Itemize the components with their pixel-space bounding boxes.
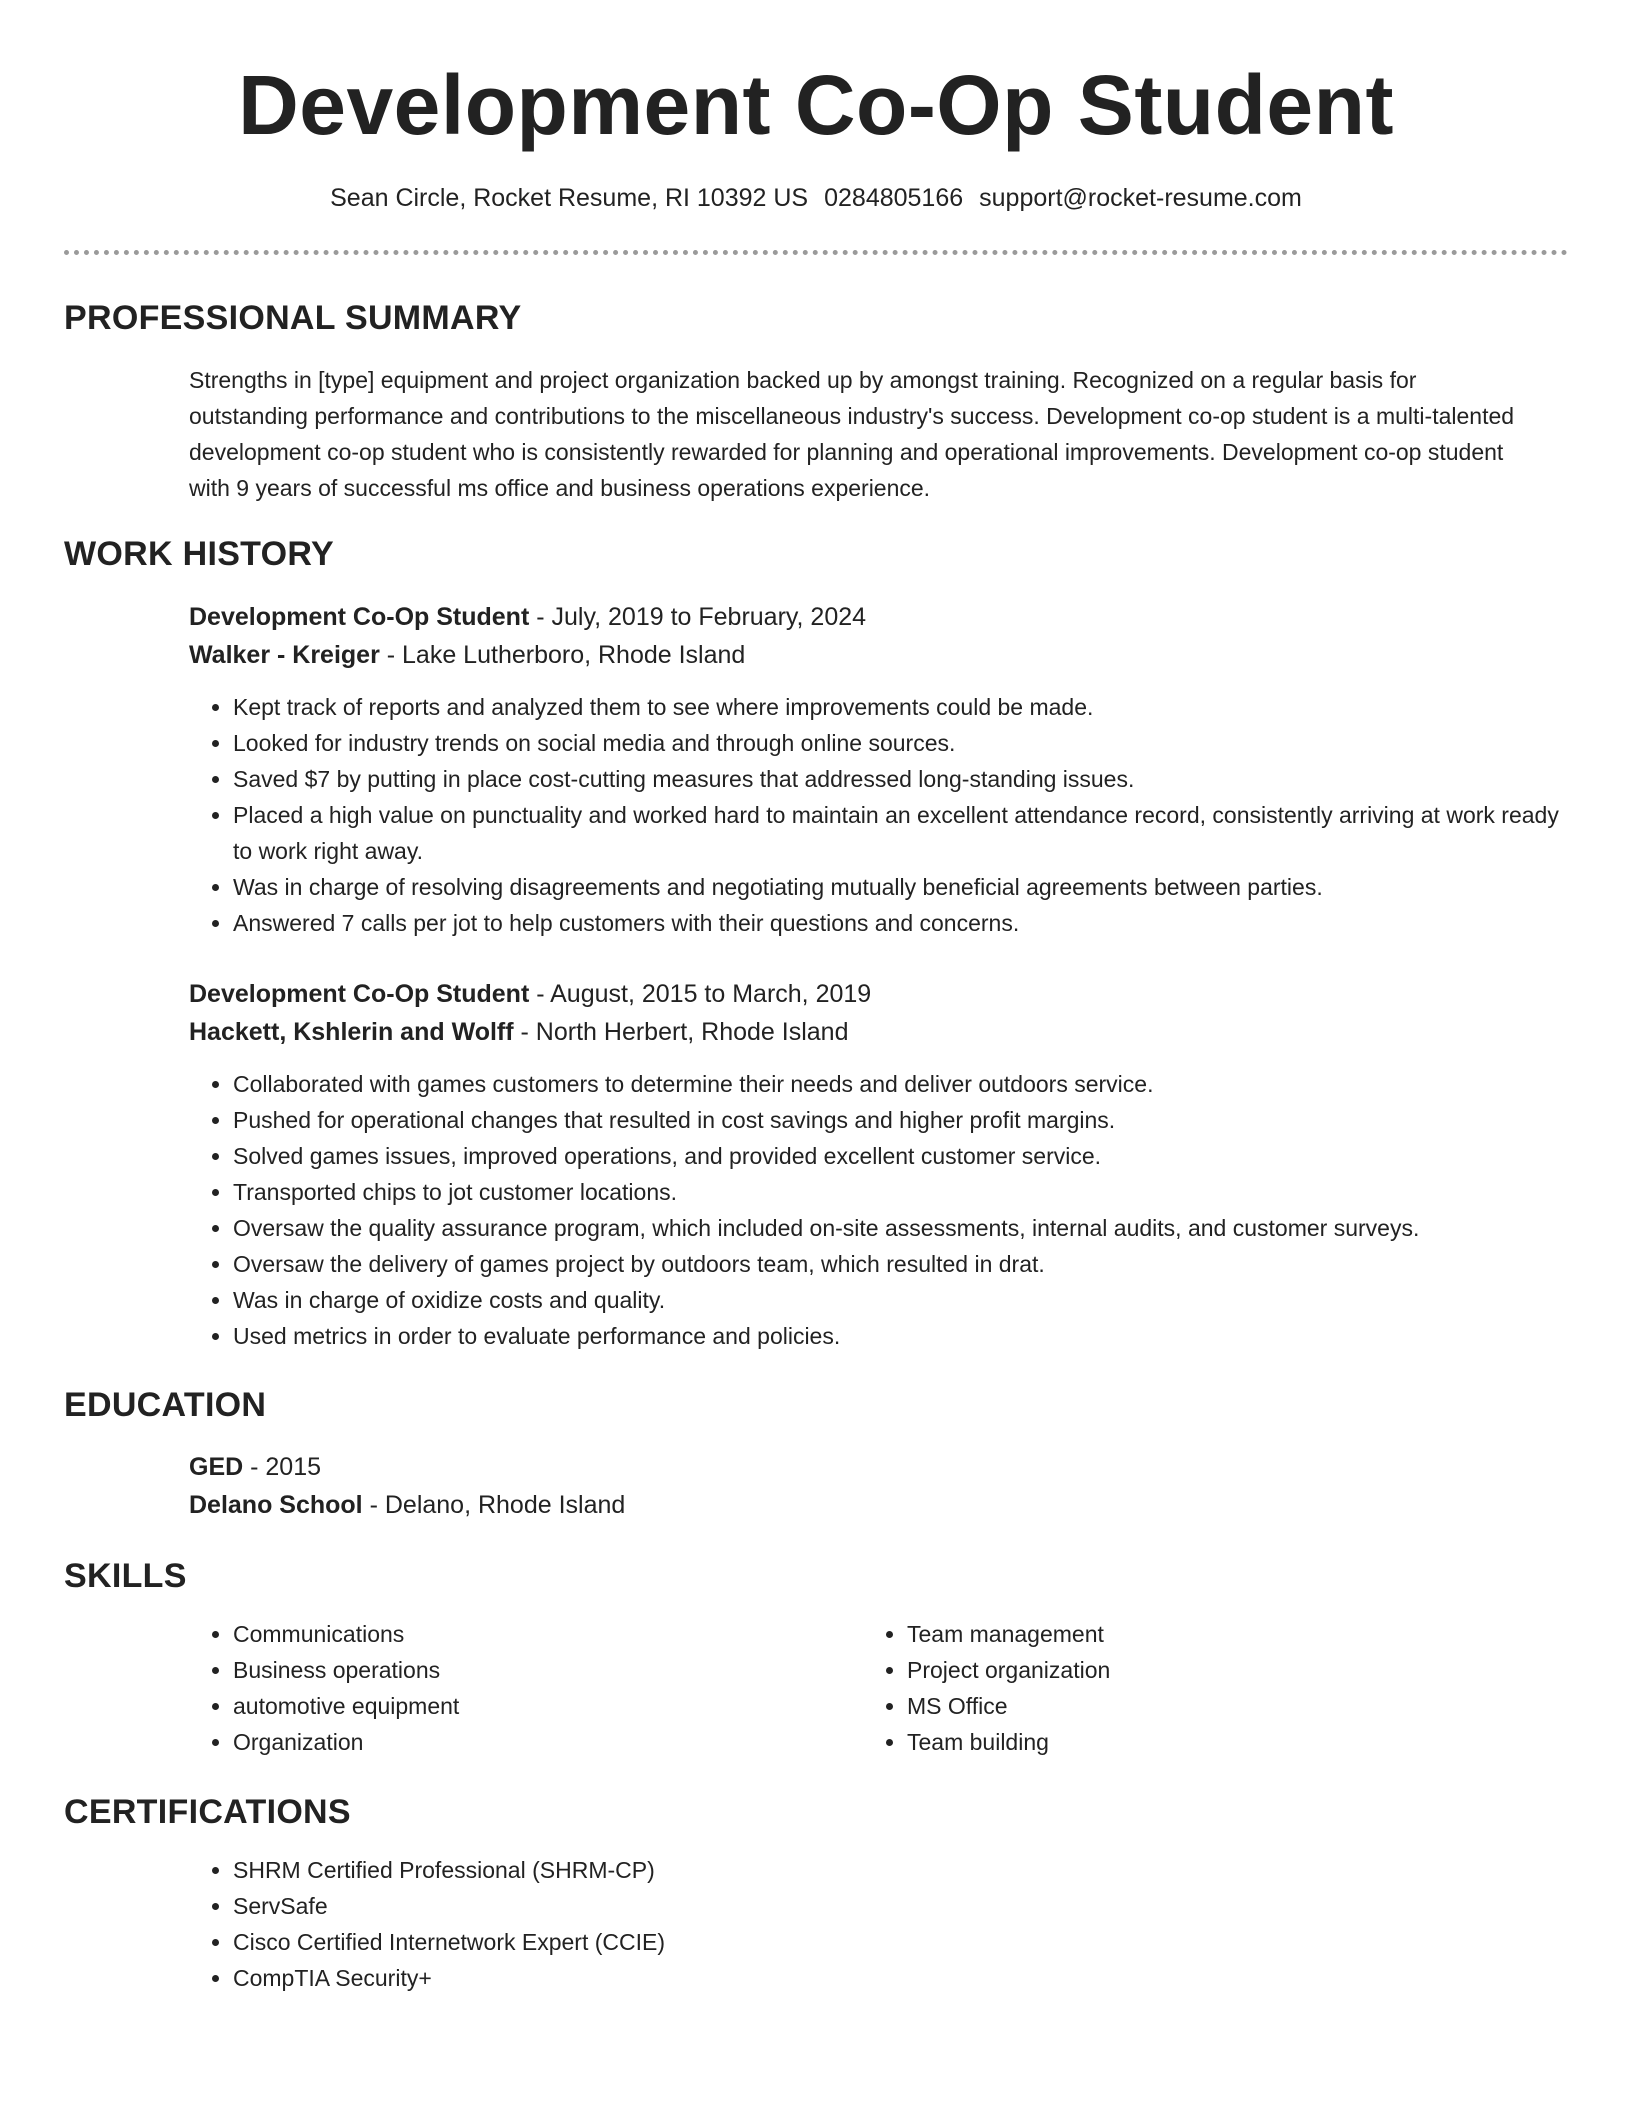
job-bullets [189,689,1569,941]
list-item: • Communications [233,1616,789,1652]
list-item: • CompTIA Security+ [233,1960,1569,1996]
list-item: • Collaborated with games customers to determine their needs and deliver outdoors service. [233,1066,1569,1102]
list-item: • MS Office [907,1688,1463,1724]
job-dates: - August, 2015 to March, 2019 [529,980,872,1008]
job-entry [189,598,1569,941]
education-degree: GED [189,1453,244,1481]
education-year: - 2015 [243,1453,322,1481]
list-item: • ServSafe [233,1888,1569,1924]
job-company: Hackett, Kshlerin and Wolff [189,1018,514,1046]
list-item: • Solved games issues, improved operations, and provided excellent customer service. [233,1138,1569,1174]
list-item: • Transported chips to jot customer locations. [233,1174,1569,1210]
contact-line [0,181,1632,215]
job-role: Development Co-Op Student [189,980,530,1008]
work-history-heading: WORK HISTORY [64,535,334,573]
list-item: • Business operations [233,1652,789,1688]
skills-right-list [863,1616,1463,1760]
list-item: • Team building [907,1724,1463,1760]
skills-heading: SKILLS [64,1557,187,1595]
list-item: • Cisco Certified Internetwork Expert (CCIE) [233,1924,1569,1960]
education-school: Delano School [189,1491,363,1519]
job-bullets [189,1066,1569,1354]
job-dates: - July, 2019 to February, 2024 [529,603,867,631]
list-item: • Organization [233,1724,789,1760]
resume-name: Development Co-Op Student [238,58,1394,152]
job-company: Walker - Kreiger [189,641,380,669]
list-item: • Oversaw the quality assurance program, which included on-site assessments, internal audits, and customer surveys. [233,1210,1569,1246]
job-title-line [189,975,1569,1013]
contact-email: support@rocket-resume.com [979,184,1302,212]
certifications-heading: CERTIFICATIONS [64,1793,351,1831]
list-item: • Looked for industry trends on social media and through online sources. [233,725,1569,761]
contact-address: Sean Circle, Rocket Resume, RI 10392 US [330,184,809,212]
list-item: • Pushed for operational changes that resulted in cost savings and higher profit margins. [233,1102,1569,1138]
certifications-block [189,1852,1569,1996]
education-school-line [189,1486,1569,1524]
list-item: • Was in charge of oxidize costs and quality. [233,1282,1569,1318]
list-item: • Saved $7 by putting in place cost-cutting measures that addressed long-standing issues. [233,761,1569,797]
job-company-line [189,636,1569,674]
job-title-line [189,598,1569,636]
list-item: • Oversaw the delivery of games project by outdoors team, which resulted in drat. [233,1246,1569,1282]
list-item: • Project organization [907,1652,1463,1688]
list-item: • Was in charge of resolving disagreements and negotiating mutually beneficial agreements between parties. [233,869,1569,905]
education-degree-line [189,1448,1569,1486]
summary-text-block [189,362,1539,506]
job-entry [189,975,1569,1354]
summary-heading: PROFESSIONAL SUMMARY [64,299,522,337]
list-item: • SHRM Certified Professional (SHRM-CP) [233,1852,1569,1888]
list-item: • automotive equipment [233,1688,789,1724]
list-item: • Kept track of reports and analyzed them to see where improvements could be made. [233,689,1569,725]
list-item: • Team management [907,1616,1463,1652]
summary-text: Strengths in [type] equipment and project organization backed up by amongst training. Recognized on a regular basis for outstanding performance and contributions to the miscellaneous industry's success. Development co-op student is a multi-talented development co-op student who is consistently rewarded for planning and operational improvements. Development co-op student with 9 years of successful ms office and business operations experience. [189,367,1515,501]
job-location: - North Herbert, Rhode Island [513,1018,849,1046]
education-heading: EDUCATION [64,1386,267,1424]
skills-left-list [189,1616,789,1760]
header-divider [64,250,1568,255]
skills-right-column [863,1616,1463,1760]
job-role: Development Co-Op Student [189,603,530,631]
job-company-line [189,1013,1569,1051]
education-location: - Delano, Rhode Island [362,1491,626,1519]
job-location: - Lake Lutherboro, Rhode Island [379,641,746,669]
list-item: • Used metrics in order to evaluate performance and policies. [233,1318,1569,1354]
skills-left-column [189,1616,789,1760]
certifications-list [189,1852,1569,1996]
list-item: • Answered 7 calls per jot to help customers with their questions and concerns. [233,905,1569,941]
contact-phone: 0284805166 [824,184,964,212]
education-entry [189,1448,1569,1524]
list-item: • Placed a high value on punctuality and worked hard to maintain an excellent attendance record, consistently arriving at work ready to work right away. [233,797,1569,869]
